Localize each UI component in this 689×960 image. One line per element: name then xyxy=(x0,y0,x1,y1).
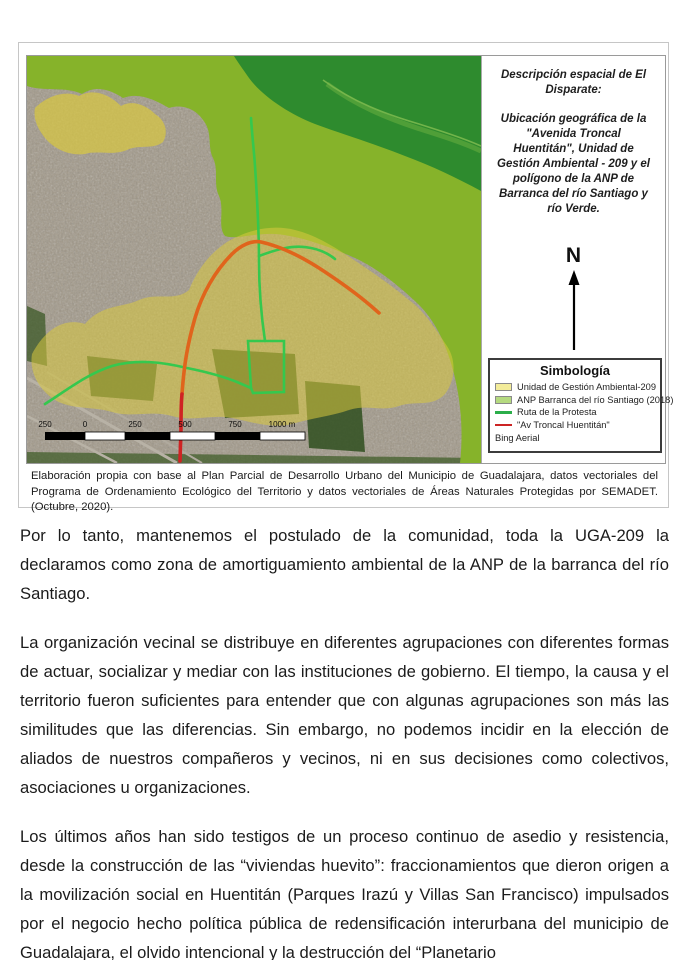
figure-caption: Elaboración propia con base al Plan Parcial de Desarrollo Urbano del Municipio de Guadalajara, datos vectoriales del Programa de Ordenamiento Ecológico del Territorio y datos vectoriales de Áreas Naturales Protegidas por SEMADET. (Octubre, 2020). xyxy=(31,470,658,513)
scale-label: 250 xyxy=(38,420,52,429)
map-legend xyxy=(488,358,674,453)
scale-label: 1000 m xyxy=(268,420,296,429)
scale-label: 750 xyxy=(228,420,242,429)
legend-source: Bing Aerial xyxy=(495,433,540,444)
map-figure xyxy=(18,42,674,513)
legend-item-label: Ruta de la Protesta xyxy=(517,407,597,418)
map-side-panel xyxy=(481,56,674,463)
scale-label: 250 xyxy=(128,420,142,429)
map-image xyxy=(27,56,481,463)
legend-item xyxy=(495,394,674,407)
north-arrow xyxy=(482,244,665,357)
paragraph: Por lo tanto, mantenemos el postulado de la comunidad, toda la UGA-209 la declaramos como zona de amortiguamiento ambiental de la ANP de la barranca del río Santiago. xyxy=(20,526,669,603)
map-and-panel xyxy=(26,55,674,464)
uga-swatch-icon xyxy=(495,383,512,391)
protest-line-icon xyxy=(495,411,512,413)
scale-label: 500 xyxy=(178,420,192,429)
north-arrow-icon xyxy=(566,270,582,352)
body-text xyxy=(20,521,669,960)
legend-title: Simbología xyxy=(539,363,611,378)
legend-item xyxy=(495,381,655,394)
legend-item-label: ANP Barranca del río Santiago (2018) xyxy=(517,394,674,405)
legend-item xyxy=(495,419,655,432)
scale-label: 0 xyxy=(82,420,88,429)
troncal-line-icon xyxy=(495,424,512,426)
anp-swatch-icon xyxy=(495,396,512,404)
map-description-body: Ubicación geográfica de la "Avenida Troncal Huentitán", Unidad de Gestión Ambiental - 209 y el polígono de la ANP de Barranca del río Santiago y río Verde. xyxy=(497,113,650,215)
map-description-title: Descripción espacial de El Disparate: xyxy=(500,69,647,96)
legend-item xyxy=(495,406,655,419)
paragraph: La organización vecinal se distribuye en diferentes agrupaciones con diferentes formas de actuar, socializar y mediar con las instituciones de gobierno. El tiempo, la causa y el territorio fueron suficientes para entender que con algunas agrupaciones son más las similitudes que las diferencias. Sin embargo, no podemos incidir en la elección de aliados de nuestros compañeros y vecinos, ni en sus decisiones como colectivos, asociaciones u organizaciones. xyxy=(20,633,669,797)
north-label: N xyxy=(565,244,582,267)
legend-item-label: "Av Troncal Huentitán" xyxy=(517,419,610,430)
legend-item-label: Unidad de Gestión Ambiental-209 xyxy=(517,382,657,392)
paragraph: Los últimos años han sido testigos de un proceso continuo de asedio y resistencia, desde la construcción de las “viviendas huevito”: fraccionamientos que dieron origen a la movilización social en Huentitán (Parques Irazú y Villas San Francisco) impulsados por el negocio hecho política pública de redensificación interurbana del municipio de Guadalajara, el olvido intencional y la destrucción del “Planetario xyxy=(20,827,669,960)
